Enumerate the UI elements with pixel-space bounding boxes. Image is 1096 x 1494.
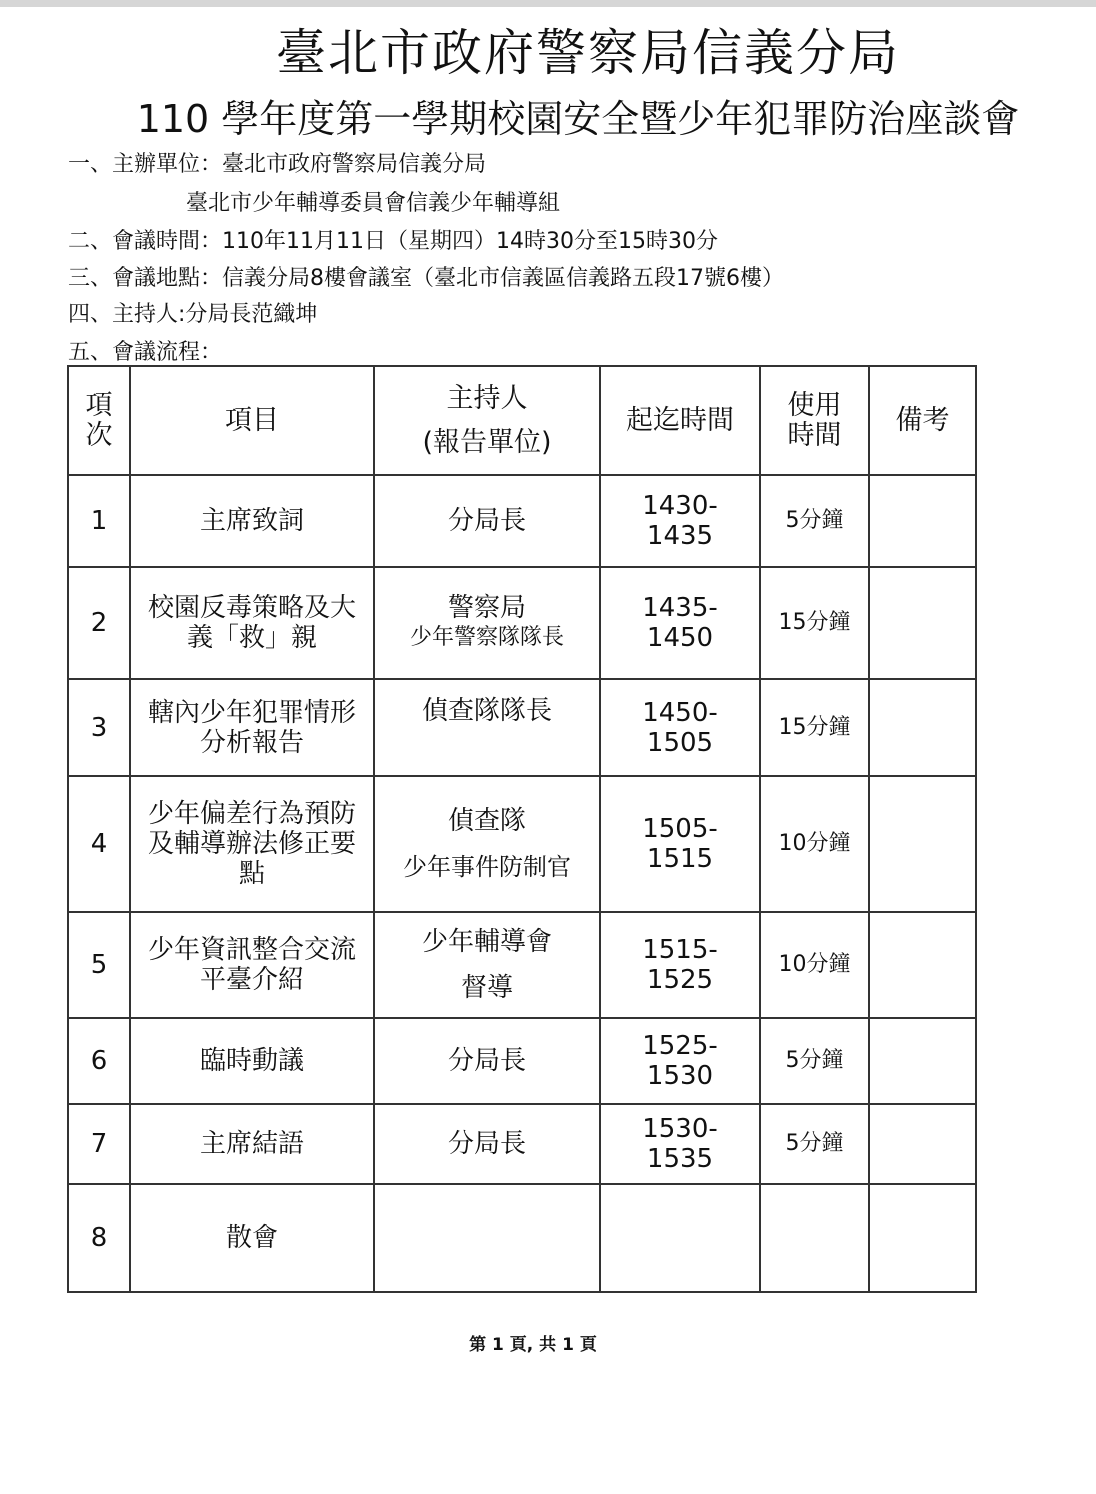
cell-host: 偵查隊隊長 [374, 679, 600, 776]
cell-no: 8 [68, 1184, 130, 1292]
cell-note [869, 567, 976, 679]
table-row [68, 679, 976, 776]
cell-note [869, 1184, 976, 1292]
table-row [68, 776, 976, 912]
cell-note [869, 776, 976, 912]
info-meeting-time: 二、會議時間：110年11月11日（星期四）14時30分至15時30分 [68, 229, 718, 254]
info-meeting-place: 三、會議地點：信義分局8樓會議室（臺北市信義區信義路五段17號6樓） [68, 266, 784, 291]
table-row [68, 475, 976, 567]
cell-host: 分局長 [374, 1104, 600, 1184]
cell-time [600, 1184, 760, 1292]
info-host: 四、主持人:分局長范織坤 [68, 302, 318, 327]
cell-note [869, 475, 976, 567]
cell-time: 1450-1505 [600, 679, 760, 776]
cell-no: 2 [68, 567, 130, 679]
info-agenda-heading: 五、會議流程： [68, 340, 223, 365]
cell-no: 5 [68, 912, 130, 1018]
cell-note [869, 1018, 976, 1104]
top-border [0, 0, 1096, 7]
cell-no: 4 [68, 776, 130, 912]
cell-duration: 10分鐘 [760, 912, 869, 1018]
cell-time: 1505-1515 [600, 776, 760, 912]
cell-host: 分局長 [374, 475, 600, 567]
cell-duration: 15分鐘 [760, 567, 869, 679]
cell-time: 1530-1535 [600, 1104, 760, 1184]
cell-note [869, 679, 976, 776]
table-row [68, 912, 976, 1018]
cell-host: 偵查隊 少年事件防制官 [374, 776, 600, 912]
cell-no: 1 [68, 475, 130, 567]
header-note: 備考 [869, 366, 976, 475]
cell-note [869, 1104, 976, 1184]
table-row [68, 567, 976, 679]
header-duration: 使用時間 [760, 366, 869, 475]
cell-item: 少年偏差行為預防及輔導辦法修正要點 [130, 776, 374, 912]
cell-item: 校園反毒策略及大義「救」親 [130, 567, 374, 679]
cell-duration: 5分鐘 [760, 1018, 869, 1104]
cell-item: 少年資訊整合交流平臺介紹 [130, 912, 374, 1018]
agenda-table [67, 365, 977, 1293]
header-item: 項目 [130, 366, 374, 475]
table-row [68, 1184, 976, 1292]
table-header-row [68, 366, 976, 475]
cell-item: 轄內少年犯罪情形分析報告 [130, 679, 374, 776]
cell-duration: 5分鐘 [760, 1104, 869, 1184]
cell-no: 3 [68, 679, 130, 776]
cell-time: 1435-1450 [600, 567, 760, 679]
cell-item: 散會 [130, 1184, 374, 1292]
header-no: 項次 [68, 366, 130, 475]
cell-time: 1515-1525 [600, 912, 760, 1018]
cell-duration: 15分鐘 [760, 679, 869, 776]
cell-duration: 10分鐘 [760, 776, 869, 912]
cell-note [869, 912, 976, 1018]
page-footer: 第 1 頁, 共 1 頁 [469, 1335, 597, 1355]
header-host: 主持人 (報告單位) [374, 366, 600, 475]
table-row [68, 1104, 976, 1184]
cell-item: 主席致詞 [130, 475, 374, 567]
info-co-organizer: 臺北市少年輔導委員會信義少年輔導組 [186, 191, 561, 216]
cell-duration [760, 1184, 869, 1292]
cell-time: 1525-1530 [600, 1018, 760, 1104]
cell-item: 主席結語 [130, 1104, 374, 1184]
cell-host [374, 1184, 600, 1292]
cell-host: 分局長 [374, 1018, 600, 1104]
cell-host: 警察局 少年警察隊隊長 [374, 567, 600, 679]
header-time: 起迄時間 [600, 366, 760, 475]
cell-no: 6 [68, 1018, 130, 1104]
document-title: 臺北市政府警察局信義分局 [276, 24, 900, 82]
cell-duration: 5分鐘 [760, 475, 869, 567]
cell-item: 臨時動議 [130, 1018, 374, 1104]
info-organizer: 一、主辦單位：臺北市政府警察局信義分局 [68, 152, 487, 177]
cell-time: 1430-1435 [600, 475, 760, 567]
table-row [68, 1018, 976, 1104]
cell-host: 少年輔導會 督導 [374, 912, 600, 1018]
document-subtitle: 110 學年度第一學期校園安全暨少年犯罪防治座談會 [136, 97, 1020, 141]
cell-no: 7 [68, 1104, 130, 1184]
